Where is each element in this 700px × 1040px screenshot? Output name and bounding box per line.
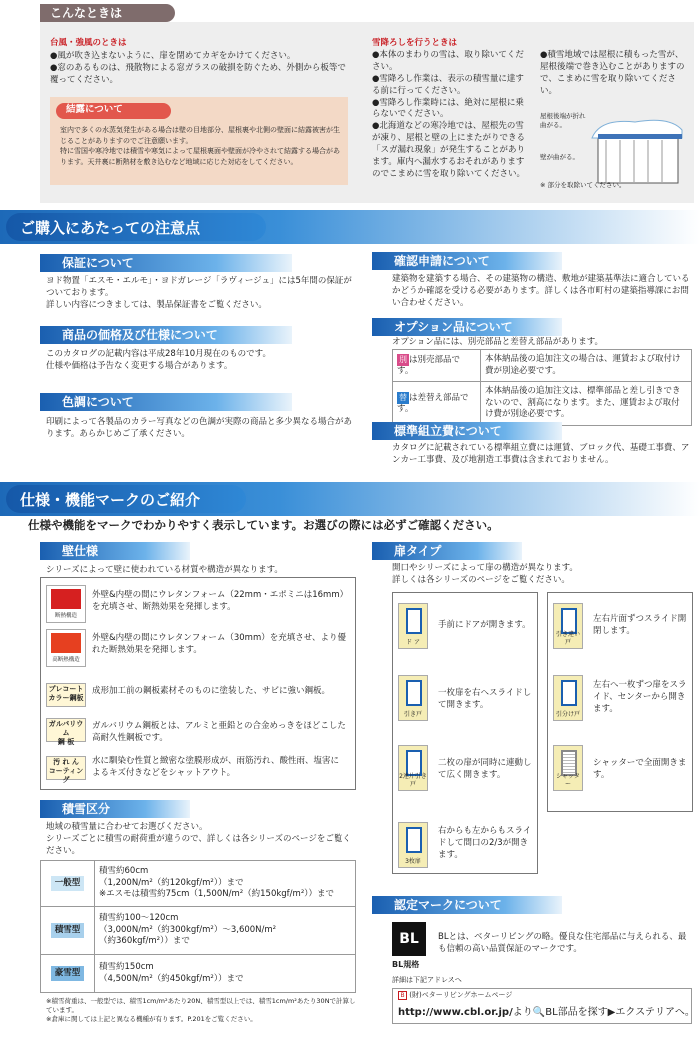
wall-row-text: 外壁&内壁の間にウレタンフォーム（30mm）を充填させ、より優れた断熱効果を発揮します。 (92, 633, 346, 655)
option-row (393, 350, 692, 382)
wall-intro: シリーズによって壁に使われている材質や構造が異なります。 (46, 565, 283, 575)
option-desc: 本体納品後の追加注文は、標準部品と差し引きできないので、割高になります。また、運賃および取付け費が別途必要です。 (481, 382, 692, 426)
spec-intro: 仕様や機能をマークでわかりやすく表示しています。お選びの際には必ずご確認ください。 (28, 518, 499, 532)
split-slide-door-icon: 引分け戸 (553, 675, 583, 721)
shutter-icon: シャッター (553, 745, 583, 791)
option-intro: オプション品には、別売部品と差替え部品があります。 (392, 337, 604, 347)
single-slide-door-icon: 引き戸 (398, 675, 428, 721)
door-icon: ド ア (398, 603, 428, 649)
door-text: 左右へ一枚ずつ扉をスライド、センターから開きます。 (593, 680, 687, 714)
snow-class-text: 積雪約60cm （1,200N/m²（約120kgf/m²））まで ※エスモは積雪約75cm（1,500N/m²（約150kgf/m²））まで (95, 861, 356, 907)
separate-part-icon: 別 (399, 354, 407, 364)
purchase-heading: ご購入にあたっての注意点 (6, 213, 266, 241)
sliding-door-icon: 引き違い戸 (553, 603, 583, 649)
snow-item: ●雪降ろし作業は、表示の積雪量に達する前に行ってください。 (372, 73, 524, 96)
snow-item: ●本体のまわりの雪は、取り除いてください。 (372, 50, 524, 72)
precoat-icon: プレコート カラー鋼板 (46, 683, 86, 707)
section-heading-konnatoki: こんなときは (40, 4, 175, 22)
purchase-band (0, 210, 700, 244)
door-text: 左右片面ずつスライド開閉します。 (593, 614, 687, 636)
snow-item: ●北海道などの寒冷地では、屋根先の雪が凍り、屋根と壁の上にまたがりできる「スガ漏れ現象」が発生することがあります。庫内へ漏水するおそれがありますのでこまめに雪を取り除いてください。 (372, 121, 526, 179)
option-row (393, 382, 692, 426)
double-slide-door-icon: 2連片引き戸 (398, 745, 428, 791)
high-insulation-icon: 高断熱構造 (46, 629, 86, 667)
cert-url-line: http://www.cbl.or.jp/より🔍BL部品を探す▶エクステリアへ。 (398, 1007, 695, 1018)
typhoon-item: ●窓のあるものは、飛散物による窓ガラスの破損を防ぐため、外側から板等で覆ってください。 (50, 62, 346, 85)
cert-detail: 詳細は下記アドレスへ (392, 976, 462, 984)
search-icon: 🔍 (532, 1007, 546, 1018)
snow-class-text: 積雪約150cm （4,500N/m²（約450kgf/m²））まで (95, 955, 356, 993)
option-table (392, 349, 692, 426)
snow-right-note: ●積雪地域では屋根に積もった雪が、屋根後端で巻き込むことがありますので、こまめに雪を取り除いてください。 (540, 50, 685, 96)
snow-type-badge: 豪雪型 (51, 966, 85, 981)
wall-row-text: 水に馴染む性質と緻密な塗膜形成が、雨筋汚れ、酸性雨、塩害によるキズ付きなどをシャットアウト。 (92, 756, 340, 778)
galvalume-icon: ガルバリウム 鋼 板 (46, 718, 86, 742)
permit-text: 建築物を建築する場合、その建築物の構造、敷地が建築基準法に適合しているかどうか確認を受ける必要があります。詳しくは各市町村の建築指導課にお問い合わせください。 (392, 274, 690, 308)
wall-row-text: ガルバリウム鋼板とは、アルミと亜鉛との合金めっきをほどこした高耐久性鋼板です。 (92, 721, 346, 743)
snow-class-text: 積雪約100～120cm （3,000N/m²（約300kgf/m²）～3,600N/m² （約360kgf/m²））まで (95, 907, 356, 955)
snow-class-note: ※倉庫に関しては上記と異なる機種が有ります。P.201をご覧ください。 (46, 1014, 257, 1023)
bl-mini-icon: B (398, 991, 407, 1000)
warranty-title: 保証について (40, 254, 292, 272)
assembly-text: カタログに記載されている標準組立費には運賃、ブロック代、基礎工事費、アンカー工事費、及び地割造工事費は含まれておりません。 (392, 443, 690, 465)
spec-heading: 仕様・機能マークのご紹介 (6, 485, 246, 513)
three-panel-door-icon: 3枚扉 (398, 822, 428, 868)
typhoon-item: ●風が吹き込まないように、扉を閉めてカギをかけてください。 (50, 51, 296, 61)
price-title: 商品の価格及び仕様について (40, 326, 292, 344)
illus-label-wall: 壁が曲がる。 (540, 153, 579, 161)
cert-text: BLとは、ベターリビングの略。優良な住宅部品に与えられる、最も信頼の高い品質保証のマークです。 (438, 932, 687, 954)
bl-logo: BL (392, 922, 426, 956)
cert-site: B (財)ベターリビングホームページ (398, 991, 512, 1000)
illus-note: ※ 部分を取除いてください。 (540, 181, 626, 189)
snow-class-note: ※積雪荷重は、一般型では、積雪1cm/m²あたり20N、積雪型以上では、積雪1cm/m²あたり30Nで計算しています。 (46, 997, 356, 1014)
cert-url[interactable]: http://www.cbl.or.jp/ (398, 1007, 513, 1018)
snow-class-table (40, 860, 356, 993)
insulation-icon: 断熱構造 (46, 585, 86, 623)
warranty-text: ヨド物置「エスモ・エルモ」・ヨドガレージ「ラヴィージュ」には5年間の保証がついております。 詳しい内容につきましては、製品保証書をご覧ください。 (46, 276, 352, 310)
snow-class-row (41, 861, 356, 907)
snow-class-row (41, 955, 356, 993)
door-title: 扉タイプ (372, 542, 522, 560)
door-text: 一枚扉を右へスライドして開きます。 (438, 688, 532, 710)
condensation-text: 室内で多くの水蒸気発生がある場合は壁の目地部分、屋根裏や北側の壁面に結露被害が生じることがありますのでご注意願います。 (60, 126, 340, 145)
color-title: 色調について (40, 393, 292, 411)
door-intro: 開口やシリーズによって扉の構造が異なります。 詳しくは各シリーズのページをご覧ください。 (392, 563, 578, 585)
option-title: オプション品について (372, 318, 562, 336)
typhoon-title: 台風・強風のときは (50, 38, 127, 48)
wall-title: 壁仕様 (40, 542, 190, 560)
illus-label-roof: 屋根後端が折れ曲がる。 (540, 112, 586, 129)
condensation-text: 特に雪国や寒冷地では積雪や寒気によって屋根裏面や壁面が冷やされて結露する場合があります。天井裏に断熱材を敷き込むなど地域に応じた対応をしてください。 (60, 147, 340, 166)
snow-item: ●雪降ろし作業時には、絶対に屋根に乗らないでください。 (372, 97, 524, 120)
condensation-title: 結露について (56, 103, 171, 119)
cert-title: 認定マークについて (372, 896, 562, 914)
snow-class-row (41, 907, 356, 955)
wall-row-text: 外壁&内壁の間にウレタンフォーム（22mm・エポミニは16mm）を充填させ、断熱効果を発揮します。 (92, 590, 344, 612)
price-text: このカタログの記載内容は平成28年10月現在のものです。 仕様や価格は予告なく変更する場合があります。 (46, 349, 271, 371)
bl-caption: BL規格 (392, 960, 420, 969)
option-desc: 本体納品後の追加注文の場合は、運賃および取付け費が別途必要です。 (481, 350, 692, 382)
door-text: シャッターで全面開きます。 (593, 758, 687, 780)
snow-title: 雪降ろしを行うときは (372, 38, 458, 48)
option-label: は別売部品です。 (397, 354, 461, 376)
door-text: 手前にドアが開きます。 (438, 620, 531, 630)
snow-type-badge: 一般型 (51, 876, 85, 891)
spec-band (0, 482, 700, 516)
replacement-part-icon: 替 (399, 392, 407, 402)
stain-coating-icon: 汚 れ ん コーティング (46, 756, 86, 780)
option-label: は差替え部品です。 (397, 392, 469, 414)
snow-class-intro: 地域の積雪量に合わせてお選びください。 シリーズごとに積雪の耐荷重が違うので、詳しくは各シリーズのページをご覧ください。 (46, 822, 351, 856)
door-text: 右からも左からもスライドして間口の2/3が開きます。 (438, 826, 532, 860)
color-text: 印刷によって各製品のカラー写真などの色調が実際の商品と多少異なる場合があります。あらかじめご了承ください。 (46, 417, 353, 439)
snow-class-title: 積雪区分 (40, 800, 190, 818)
door-text: 二枚の扉が同時に連動して広く開きます。 (438, 758, 532, 780)
permit-title: 確認申請について (372, 252, 562, 270)
assembly-title: 標準組立費について (372, 422, 562, 440)
wall-row-text: 成形加工前の鋼板素材そのものに塗装した、サビに強い鋼板。 (92, 686, 331, 696)
snow-type-badge: 積雪型 (51, 923, 85, 938)
